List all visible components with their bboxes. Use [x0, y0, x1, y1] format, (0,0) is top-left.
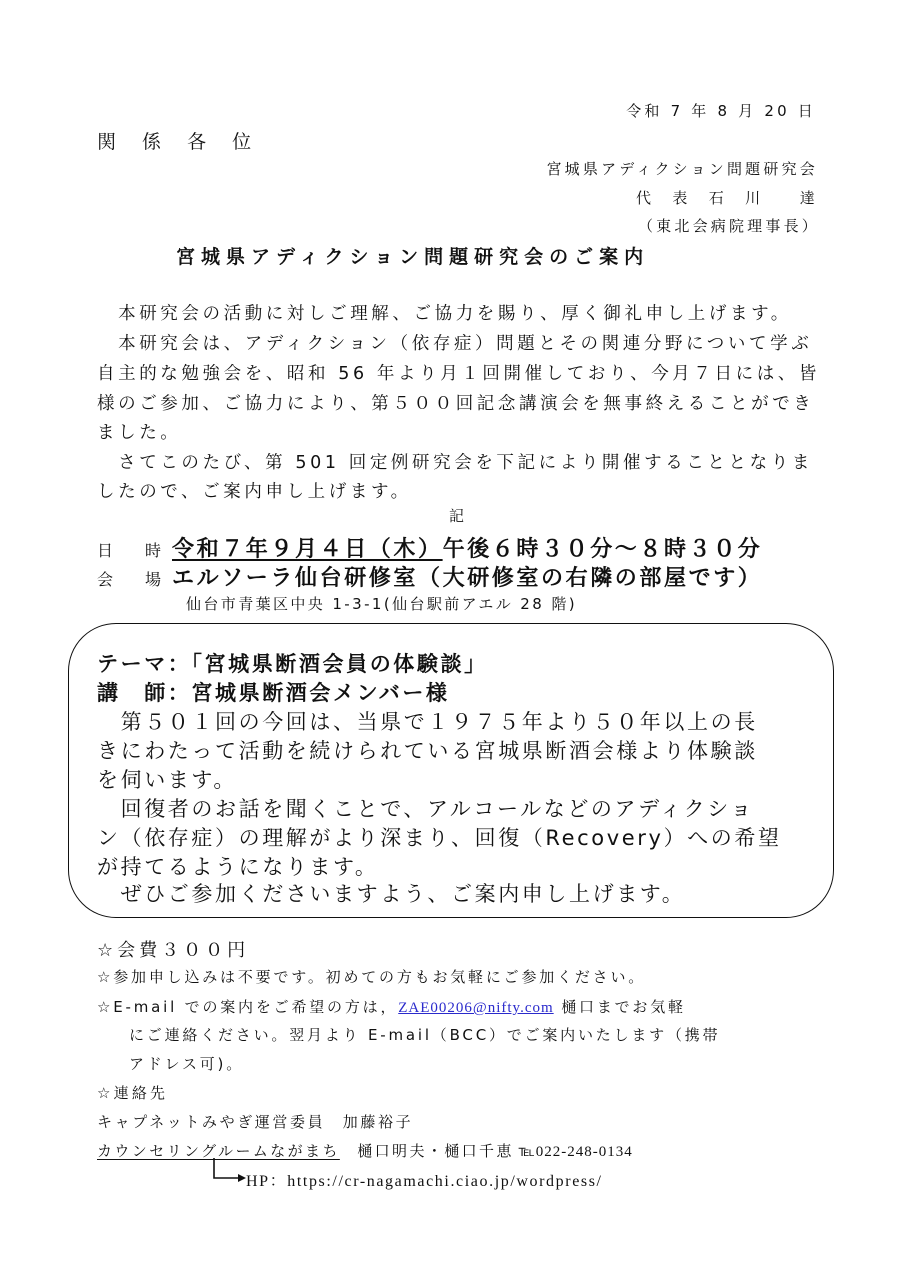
- intro-line: 自主的な勉強会を、昭和 56 年より月１回開催しており、今月７日には、皆: [97, 364, 820, 384]
- representative-affiliation: （東北会病院理事長）: [637, 217, 820, 235]
- theme-line: きにわたって活動を続けられている宮城県断酒会様より体験談: [97, 739, 758, 763]
- speaker: 講 師：宮城県断酒会メンバー様: [97, 681, 450, 705]
- contact-heading: ☆連絡先: [97, 1084, 169, 1102]
- addressee: 関 係 各 位: [97, 131, 262, 153]
- theme: テーマ：「宮城県断酒会員の体験談」: [97, 652, 488, 676]
- intro-line: したので、ご案内申し上げます。: [97, 482, 412, 502]
- date: 令和 7 年 8 月 20 日: [626, 102, 816, 120]
- counseling-room-name: カウンセリングルームながまち: [97, 1142, 340, 1160]
- organization-name: 宮城県アディクション問題研究会: [546, 160, 818, 178]
- ki-heading: 記: [449, 507, 465, 525]
- intro-line: さてこのたび、第 501 回定例研究会を下記により開催することとなりま: [97, 453, 813, 473]
- datetime-label: 日 時: [97, 541, 170, 560]
- intro-line: 本研究会の活動に対しご理解、ご協力を賜り、厚く御礼申し上げます。: [97, 304, 792, 324]
- email-note-suffix: 樋口までお気軽: [553, 998, 686, 1016]
- page-title: 宮城県アディクション問題研究会のご案内: [176, 246, 650, 268]
- intro-line: 本研究会は、アディクション（依存症）問題とその関連分野について学ぶ: [97, 334, 813, 354]
- venue-name: エルソーラ仙台研修室（大研修室の右隣の部屋です）: [172, 566, 763, 591]
- counselor-names: 樋口明夫・樋口千恵: [339, 1142, 514, 1160]
- contact-kato: キャプネットみやぎ運営委員 加藤裕子: [97, 1113, 414, 1131]
- phone-number: ℡022-248-0134: [513, 1144, 633, 1160]
- email-note-prefix: ☆E-mail での案内をご希望の方は，: [97, 998, 399, 1016]
- email-note-line: アドレス可)。: [129, 1055, 245, 1073]
- contact-nagamachi: [97, 1140, 633, 1161]
- theme-line: 第５０１回の今回は、当県で１９７５年より５０年以上の長: [97, 710, 758, 734]
- event-datetime: [172, 532, 762, 563]
- email-note-line: にご連絡ください。翌月より E-mail（BCC）でご案内いたします（携帯: [129, 1026, 721, 1044]
- theme-line: 回復者のお話を聞くことで、アルコールなどのアディクショ: [97, 797, 755, 821]
- email-link[interactable]: ZAE00206@nifty.com: [398, 1000, 554, 1016]
- theme-line: ン（依存症）の理解がより深まり、回復（Recovery）への希望: [97, 826, 782, 850]
- event-time: 午後６時３０分～８時３０分: [442, 537, 763, 562]
- representative: 代 表 石 川 達: [635, 189, 818, 207]
- theme-line: ぜひご参加くださいますよう、ご案内申し上げます。: [97, 882, 686, 906]
- registration-note: ☆参加申し込みは不要です。初めての方もお気軽にご参加ください。: [97, 968, 647, 986]
- arrow-right-icon: [208, 1158, 248, 1188]
- theme-line: が持てるようになります。: [97, 855, 379, 879]
- intro-line: ました。: [97, 423, 182, 443]
- venue-label: 会 場: [97, 570, 170, 589]
- homepage-url[interactable]: HP：https://cr-nagamachi.ciao.jp/wordpress/: [246, 1173, 603, 1190]
- email-note: [97, 996, 686, 1017]
- intro-line: 様のご参加、ご協力により、第５００回記念講演会を無事終えることができ: [97, 394, 815, 414]
- event-date: 令和７年９月４日（木）: [172, 537, 443, 562]
- theme-line: を伺います。: [97, 768, 237, 792]
- venue-address: 仙台市青葉区中央 1-3-1(仙台駅前アエル 28 階): [186, 595, 578, 613]
- fee-note: ☆会費３００円: [97, 940, 250, 961]
